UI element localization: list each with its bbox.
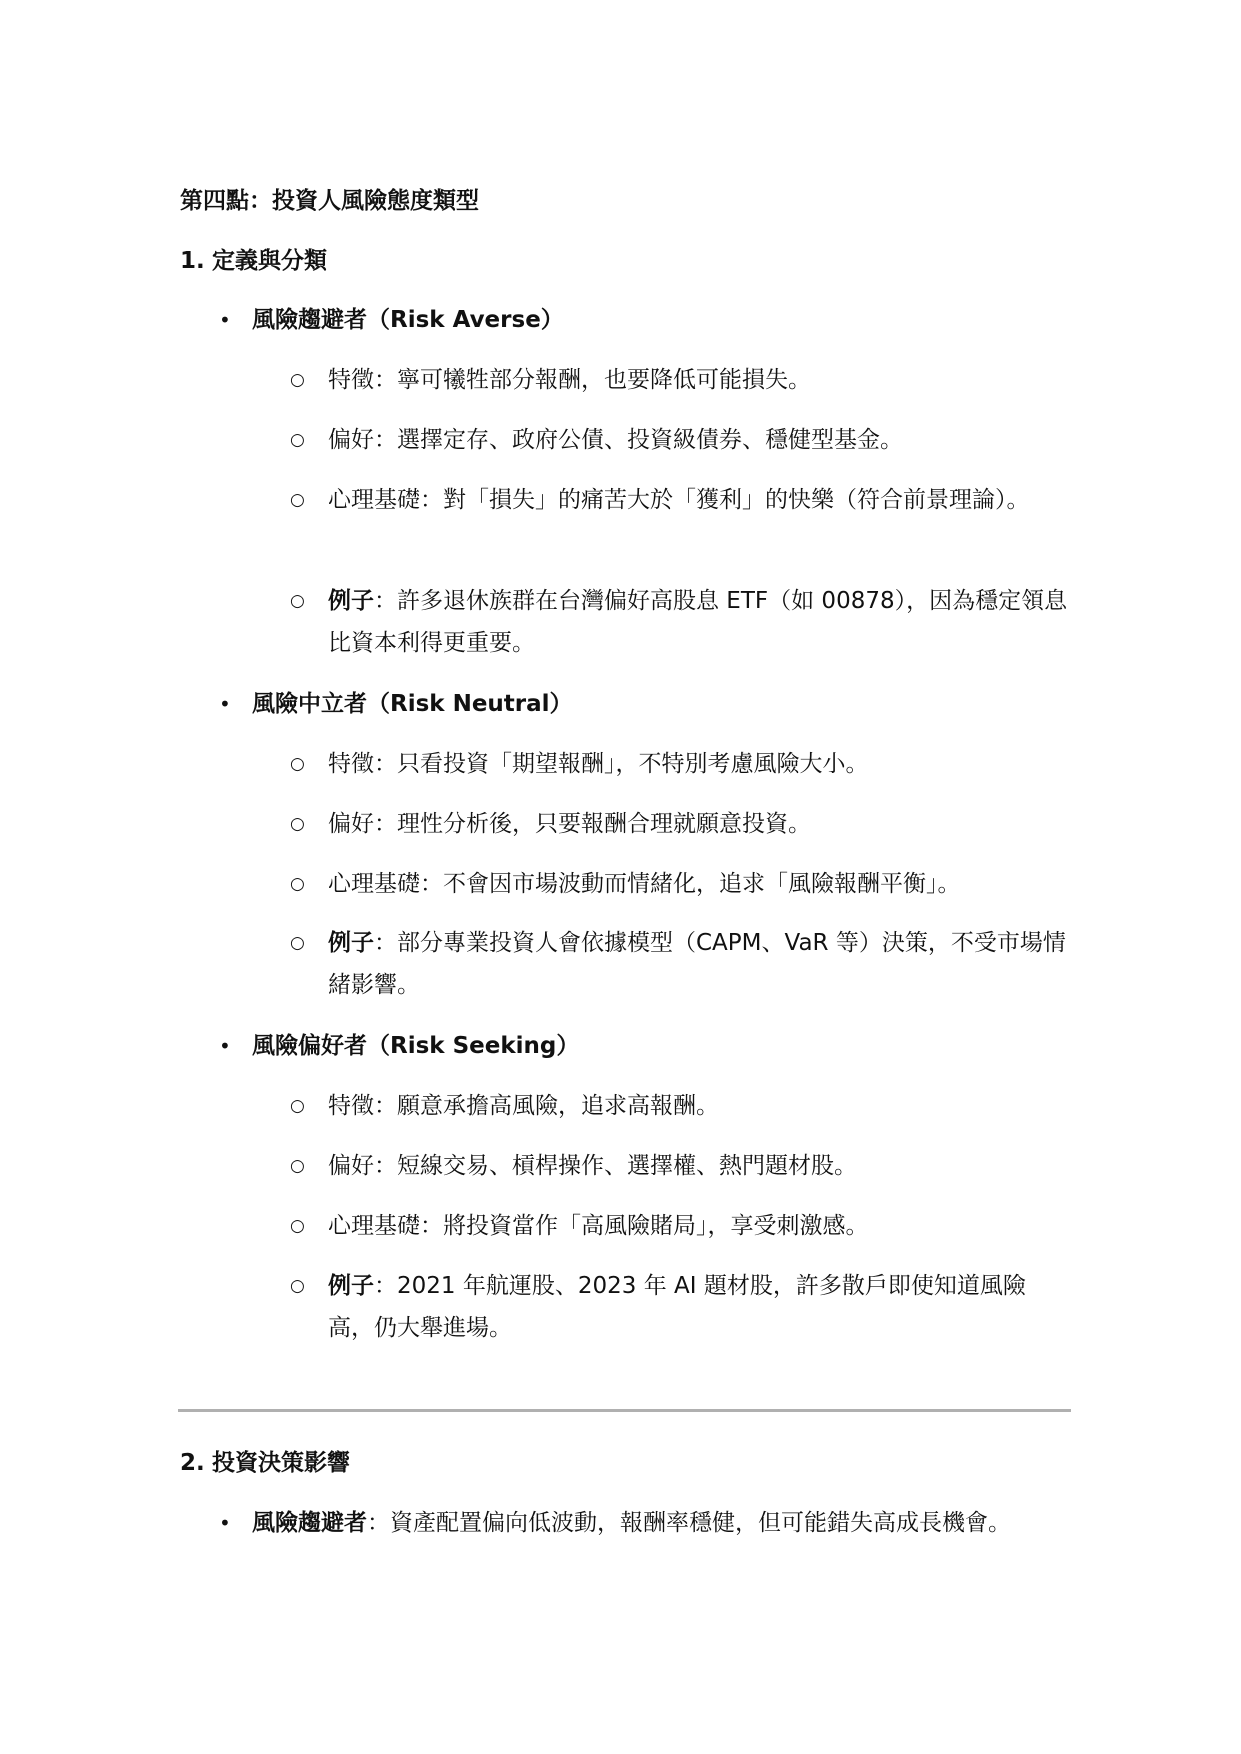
type-name: 風險偏好者（Risk Seeking） — [252, 1033, 580, 1059]
example-label: 例子 — [328, 588, 374, 614]
page-title: 第四點：投資人風險態度類型 — [180, 188, 479, 214]
list-item — [290, 1085, 1080, 1127]
list-item-text: 特徵：願意承擔高風險，追求高報酬。 — [328, 1093, 719, 1119]
list-item — [290, 580, 1080, 664]
bullet-icon: • — [219, 1034, 231, 1058]
bullet-icon: • — [219, 1511, 231, 1535]
list-item-text: ：許多退休族群在台灣偏好高股息 ETF（如 00878），因為穩定領息比資本利得更重要。 — [328, 588, 1068, 656]
list-item-text: ：資產配置偏向低波動，報酬率穩健，但可能錯失高成長機會。 — [367, 1510, 1011, 1536]
bullet-icon: • — [219, 692, 231, 716]
list-item — [290, 419, 1080, 461]
list-item — [290, 479, 1080, 521]
list-item — [290, 359, 1080, 401]
example-label: 例子 — [328, 930, 374, 956]
circle-bullet-icon: ○ — [290, 430, 305, 450]
section-1-number: 1. — [180, 248, 205, 274]
list-item — [290, 863, 1080, 905]
section-1-title: 定義與分類 — [212, 248, 327, 274]
list-item-text: 偏好：選擇定存、政府公債、投資級債券、穩健型基金。 — [328, 427, 903, 453]
list-item — [290, 1205, 1080, 1247]
list-item-text: 偏好：理性分析後，只要報酬合理就願意投資。 — [328, 811, 811, 837]
horizontal-divider — [178, 1409, 1071, 1412]
list-item-text: 偏好：短線交易、槓桿操作、選擇權、熱門題材股。 — [328, 1153, 857, 1179]
circle-bullet-icon: ○ — [290, 1216, 305, 1236]
circle-bullet-icon: ○ — [290, 1156, 305, 1176]
list-item-text: 心理基礎：將投資當作「高風險賭局」，享受刺激感。 — [328, 1213, 869, 1239]
circle-bullet-icon: ○ — [290, 933, 305, 953]
list-item — [290, 1145, 1080, 1187]
list-item-text: 心理基礎：不會因市場波動而情緒化，追求「風險報酬平衡」。 — [328, 871, 961, 897]
list-item — [290, 1265, 1080, 1349]
circle-bullet-icon: ○ — [290, 1096, 305, 1116]
circle-bullet-icon: ○ — [290, 814, 305, 834]
list-item — [219, 1502, 1079, 1544]
list-item-text: 特徵：只看投資「期望報酬」，不特別考慮風險大小。 — [328, 751, 869, 777]
list-item — [290, 922, 1080, 1006]
section-1-heading — [180, 246, 327, 276]
circle-bullet-icon: ○ — [290, 754, 305, 774]
list-item-text: ：部分專業投資人會依據模型（CAPM、VaR 等）決策，不受市場情緒影響。 — [328, 930, 1066, 998]
circle-bullet-icon: ○ — [290, 874, 305, 894]
list-item-text: 特徵：寧可犧牲部分報酬，也要降低可能損失。 — [328, 367, 811, 393]
example-label: 例子 — [328, 1273, 374, 1299]
list-item-text: 心理基礎：對「損失」的痛苦大於「獲利」的快樂（符合前景理論）。 — [328, 487, 1030, 513]
section-2-title: 投資決策影響 — [212, 1450, 350, 1476]
section-2-number: 2. — [180, 1450, 205, 1476]
circle-bullet-icon: ○ — [290, 1276, 305, 1296]
list-item — [290, 743, 1080, 785]
impact-label: 風險趨避者 — [252, 1510, 367, 1536]
section-2-heading — [180, 1448, 350, 1478]
bullet-icon: • — [219, 308, 231, 332]
type-name: 風險趨避者（Risk Averse） — [252, 307, 564, 333]
list-item — [290, 803, 1080, 845]
circle-bullet-icon: ○ — [290, 490, 305, 510]
circle-bullet-icon: ○ — [290, 370, 305, 390]
list-item-text: ：2021 年航運股、2023 年 AI 題材股，許多散戶即使知道風險高，仍大舉進場。 — [328, 1273, 1026, 1341]
circle-bullet-icon: ○ — [290, 591, 305, 611]
type-name: 風險中立者（Risk Neutral） — [252, 691, 573, 717]
